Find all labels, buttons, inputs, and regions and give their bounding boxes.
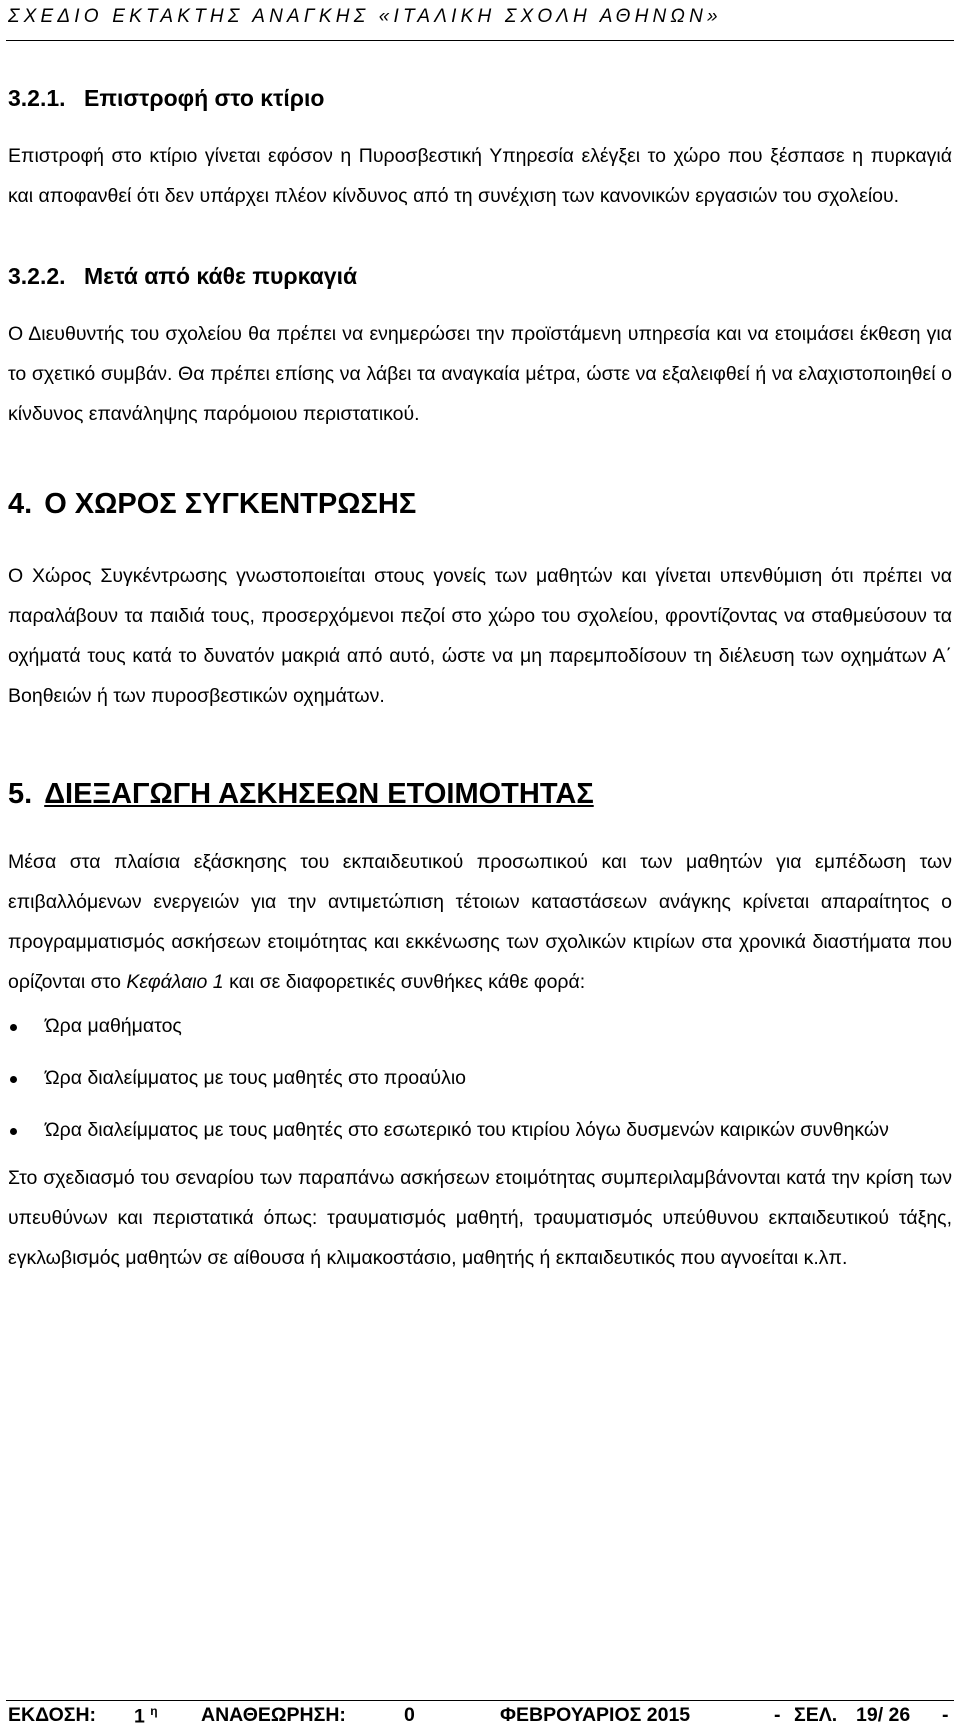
section-number: 3.2.1. <box>8 85 66 111</box>
edition-superscript: η <box>150 1704 158 1718</box>
revision-value: 0 <box>404 1704 415 1726</box>
paragraph-text: και σε διαφορετικές συνθήκες κάθε φορά: <box>223 971 586 993</box>
page-number: 19/ 26 <box>856 1704 911 1726</box>
bullet-icon <box>10 1128 17 1135</box>
section-4 <box>8 482 952 716</box>
bullet-icon <box>10 1076 17 1083</box>
paragraph: Στο σχεδιασμό του σεναρίου των παραπάνω ασκήσεων ετοιμότητας συμπεριλαμβάνονται κατά την κρίση των υπευθύνων και περιστατικά όπως: τραυματισμός μαθητή, τραυματισμός υπεύθυνου εκπαιδευτικού τάξης, εγκλωβισμός μαθητών σε αίθουσα ή κλιμακοστάσιο, μαθητής ή εκπαιδευτικός που αγνοείται κ.λπ. <box>8 1167 952 1269</box>
revision-label: ΑΝΑΘΕΩΡΗΣΗ: <box>201 1704 346 1726</box>
section-title: Μετά από κάθε πυρκαγιά <box>84 263 358 289</box>
paragraph-text: Μέσα στα πλαίσια εξάσκησης του εκπαιδευτικού προσωπικού και των μαθητών για εμπέδωση των επιβαλλόμενων ενεργειών για την αντιμετώπιση τέτοιων καταστάσεων ανάγκης κρίνεται απαραίτητος ο προγραμματισμός ασκήσεων ετοιμότητας και εκκένωσης των σχολικών κτιρίων στα χρονικά διαστήματα που ορίζονται στο <box>8 851 952 993</box>
section-3-2-1 <box>8 78 952 216</box>
bullet-list <box>8 1006 952 1150</box>
page-content <box>8 78 952 1278</box>
page-label: ΣΕΛ. <box>794 1704 838 1726</box>
issue-date: ΦΕΒΡΟΥΑΡΙΟΣ 2015 <box>500 1704 691 1726</box>
footer-dash: - <box>774 1704 781 1726</box>
section-title: Ο ΧΩΡΟΣ ΣΥΓΚΕΝΤΡΩΣΗΣ <box>44 488 417 520</box>
bullet-icon <box>10 1024 17 1031</box>
list-item: Ώρα διαλείμματος με τους μαθητές στο εσωτερικό του κτιρίου λόγω δυσμενών καιρικών συνθηκών <box>8 1110 952 1150</box>
paragraph: Επιστροφή στο κτίριο γίνεται εφόσον η Πυροσβεστική Υπηρεσία ελέγξει το χώρο που ξέσπασε η πυρκαγιά και αποφανθεί ότι δεν υπάρχει πλέον κίνδυνος από τη συνέχιση των κανονικών εργασιών του σχολείου. <box>8 145 952 207</box>
list-item: Ώρα μαθήματος <box>8 1006 952 1046</box>
section-number: 5. <box>8 778 33 810</box>
chapter-reference: Κεφάλαιο 1 <box>126 971 224 993</box>
section-number: 3.2.2. <box>8 263 66 289</box>
section-heading <box>8 772 952 816</box>
list-item: Ώρα διαλείμματος με τους μαθητές στο προαύλιο <box>8 1058 952 1098</box>
paragraph <box>8 842 952 1002</box>
footer-dash-end: - <box>942 1704 949 1726</box>
paragraph: Ο Διευθυντής του σχολείου θα πρέπει να ενημερώσει την προϊστάμενη υπηρεσία και να ετοιμάσει έκθεση για το σχετικό συμβάν. Θα πρέπει επίσης να λάβει τα αναγκαία μέτρα, ώστε να εξαλειφθεί ή να ελαχιστοποιηθεί ο κίνδυνος επανάληψης παρόμοιου περιστατικού. <box>8 323 952 425</box>
section-title: Επιστροφή στο κτίριο <box>84 85 325 111</box>
paragraph: Ο Χώρος Συγκέντρωσης γνωστοποιείται στους γονείς των μαθητών και γίνεται υπενθύμιση ότι πρέπει να παραλάβουν τα παιδιά τους, προσερχόμενοι πεζοί στο χώρο του σχολείου, φροντίζοντας να σταθμεύσουν τα οχήματά τους κατά το δυνατόν μακριά από αυτό, ώστε να μη παρεμποδίσουν τη διέλευση των οχημάτων Α΄ Βοηθειών ή των πυροσβεστικών οχημάτων. <box>8 565 952 707</box>
section-number: 4. <box>8 488 33 520</box>
section-heading <box>8 78 952 118</box>
section-3-2-2 <box>8 256 952 434</box>
page-footer <box>8 1704 952 1734</box>
section-heading <box>8 256 952 296</box>
header-rule <box>6 40 954 41</box>
section-heading <box>8 482 952 526</box>
section-5 <box>8 772 952 1278</box>
running-header: ΣΧΕΔΙΟ ΕΚΤΑΚΤΗΣ ΑΝΑΓΚΗΣ «ΙΤΑΛΙΚΗ ΣΧΟΛΗ ΑΘΗΝΩΝ» <box>8 6 722 27</box>
footer-rule <box>6 1700 954 1701</box>
section-title: ΔΙΕΞΑΓΩΓΗ ΑΣΚΗΣΕΩΝ ΕΤΟΙΜΟΤΗΤΑΣ <box>44 778 594 810</box>
edition-value: 1 $^\eta$ <box>134 1704 158 1728</box>
edition-label: ΕΚΔΟΣΗ: <box>8 1704 97 1726</box>
